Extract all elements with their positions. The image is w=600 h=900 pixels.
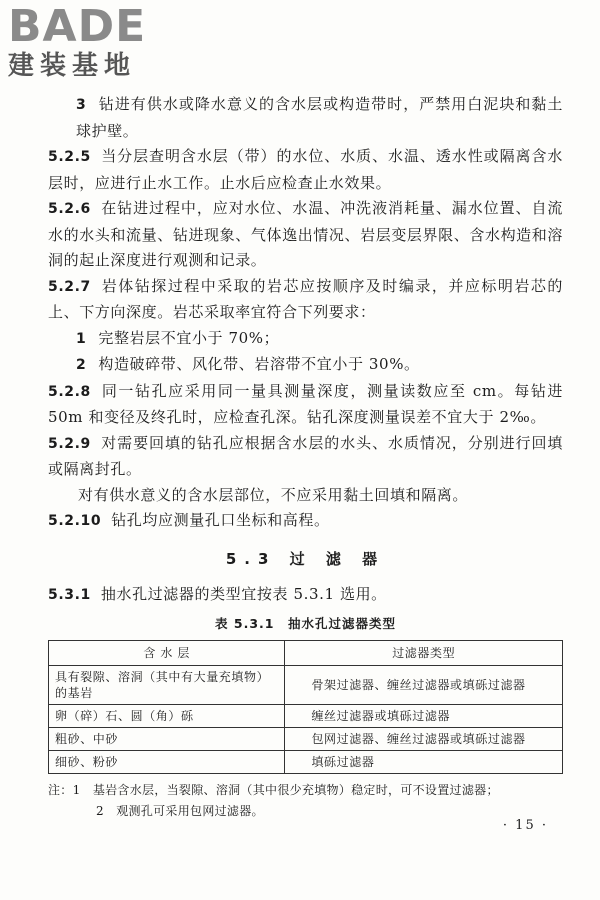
clause-number: 5.3.1 [48,587,91,603]
clause-5-2-5 [48,144,563,196]
table-row [49,728,563,751]
clause-5-2-10 [48,508,563,535]
table-cell: 缠丝过滤器或填砾过滤器 [285,705,563,728]
item-text: 钻进有供水或降水意义的含水层或构造带时，严禁用白泥块和黏土球护壁。 [76,95,563,140]
clause-text: 在钻进过程中，应对水位、水温、冲洗液消耗量、漏水位置、自流水的水头和流量、钻进现象、气体逸出情况、岩层变层界限、含水构造和溶洞的起止深度进行观测和记录。 [48,199,563,269]
clause-text: 同一钻孔应采用同一量具测量深度，测量读数应至 cm。每钻进 50m 和变径及终孔时，应检查孔深。钻孔深度测量误差不宜大于 2‰。 [48,381,563,426]
clause-number: 5.2.8 [48,383,91,400]
clause-5-2-7-item-2 [48,352,563,379]
clause-number: 5.2.10 [48,513,102,529]
clause-number: 5.2.9 [48,435,91,452]
table-row [49,666,563,705]
logo-text: BADE [8,1,147,52]
table-note: 注：1 基岩含水层，当裂隙、溶洞（其中很少充填物）稳定时，可不设置过滤器； [48,783,499,797]
table-caption: 表 5.3.1 抽水孔过滤器类型 [215,615,396,631]
item-text: 构造破碎带、风化带、岩溶带不宜小于 30%。 [98,355,420,373]
clause-text: 钻孔均应测量孔口坐标和高程。 [111,511,330,529]
table-cell: 骨架过滤器、缠丝过滤器或填砾过滤器 [285,666,563,705]
table-cell: 粗砂、中砂 [49,728,285,751]
table-header-cell: 含 水 层 [49,641,285,666]
logo-subtitle: 建装基地 [8,51,137,81]
table-notes [48,780,563,822]
clause-5-3-1 [48,582,563,609]
item-number: 1 [76,330,87,347]
table-note: 2 观测孔可采用包网过滤器。 [96,804,264,818]
table-cell: 卵（碎）石、圆（角）砾 [49,705,285,728]
section-title: 5.3 过 滤 器 [225,549,386,568]
clause-5-2-9 [48,431,563,483]
clause-5-2-8 [48,379,563,431]
clause-5-2-4-item-3 [48,92,563,144]
clause-number: 5.2.7 [48,278,91,295]
page-content [48,92,563,822]
item-text: 完整岩层不宜小于 70%； [98,328,280,347]
clause-text: 对需要回填的钻孔应根据含水层的水头、水质情况，分别进行回填或隔离封孔。 [48,433,563,478]
clause-5-2-7-item-1 [48,326,563,353]
table-cell: 具有裂隙、溶洞（其中有大量充填物）的基岩 [49,666,285,705]
table-row [49,751,563,774]
page-number: · 15 · [502,818,548,833]
clause-number: 5.2.5 [48,149,91,165]
clause-text: 岩体钻探过程中采取的岩芯应按顺序及时编录，并应标明岩芯的上、下方向深度。岩芯采取率宜符合下列要求： [48,276,563,321]
table-row [49,705,563,728]
table-header-cell: 过滤器类型 [285,641,563,666]
clause-5-2-7 [48,274,563,326]
clause-text: 当分层查明含水层（带）的水位、水质、水温、透水性或隔离含水层时，应进行止水工作。止水后应检查止水效果。 [48,147,563,192]
table-header-row [49,641,563,666]
table-cell: 细砂、粉砂 [49,751,285,774]
item-number: 3 [76,97,87,113]
logo [8,1,178,88]
table-cell: 填砾过滤器 [285,751,563,774]
item-number: 2 [76,357,87,373]
table-cell: 包网过滤器、缠丝过滤器或填砾过滤器 [285,728,563,751]
clause-5-2-9-extra: 对有供水意义的含水层部位，不应采用黏土回填和隔离。 [78,485,469,504]
clause-5-2-6 [48,196,563,274]
clause-number: 5.2.6 [48,201,91,217]
clause-text: 抽水孔过滤器的类型宜按表 5.3.1 选用。 [100,585,387,603]
filter-type-table [48,640,563,774]
